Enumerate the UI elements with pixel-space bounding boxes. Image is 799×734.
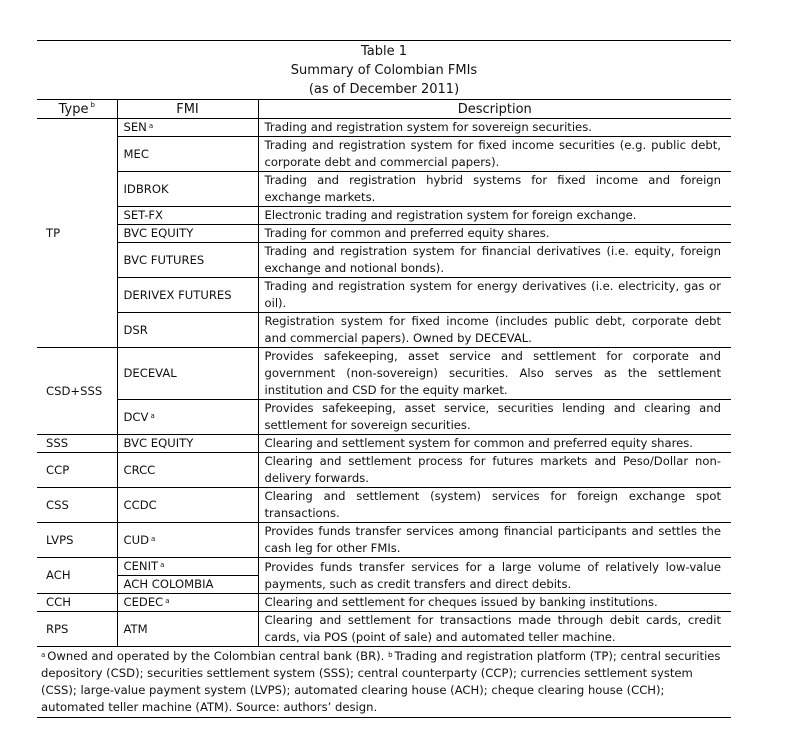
fmi-cell: [117, 278, 258, 313]
footnote-marker-a: a: [150, 411, 155, 420]
footnote-marker-a: a: [41, 651, 46, 659]
footnote-a-text: Owned and operated by the Colombian central bank (BR).: [47, 649, 385, 663]
description-cell: Registration system for fixed income (includes public debt, corporate debt and commercial papers). Owned by DECEVAL.: [258, 313, 731, 348]
type-cell: CCP: [37, 453, 117, 488]
table-row: [37, 400, 731, 435]
fmi-table: [37, 99, 731, 647]
fmi-cell: [117, 523, 258, 558]
description-cell: Clearing and settlement system for common and preferred equity shares.: [258, 435, 731, 453]
fmi-name: BVC EQUITY: [123, 436, 194, 450]
table-row: [37, 348, 731, 400]
fmi-name: CUD: [123, 532, 150, 547]
description-cell: Clearing and settlement for transactions made through debit cards, credit cards, via POS (point of sale) and automated teller machine.: [258, 612, 731, 647]
fmi-cell: [117, 313, 258, 348]
description-cell: Provides safekeeping, asset service and settlement for corporate and government (non-sovereign) securities. Also serves as the settlement institution and CSD for the equity market.: [258, 348, 731, 400]
table-row: [37, 558, 731, 576]
description-cell: Trading and registration system for fixed income securities (e.g. public debt, corporate debt and commercial papers).: [258, 137, 731, 172]
table-row: [37, 278, 731, 313]
fmi-summary-table-document: [37, 40, 731, 718]
type-cell: CCH: [37, 594, 117, 612]
fmi-cell: [117, 207, 258, 225]
table-row: [37, 435, 731, 453]
fmi-name: DSR: [123, 322, 148, 337]
table-row: [37, 523, 731, 558]
footnote-marker-a: a: [165, 597, 170, 605]
fmi-name: DECEVAL: [123, 366, 177, 380]
fmi-name: CENIT: [123, 559, 159, 573]
fmi-name: CCDC: [123, 497, 157, 512]
fmi-cell: [117, 225, 258, 243]
footnote-marker-b: b: [90, 100, 95, 109]
table-row: [37, 488, 731, 523]
fmi-name: BVC EQUITY: [123, 226, 194, 240]
footnote-b-text: Trading and registration platform (TP); central securities depository (CSD); securities settlement system (SSS); central counterparty (CCP); currencies settlement system (CSS); large-value payment system (LVPS); automated clearing house (ACH); cheque clearing house (CCH); automated teller machine (ATM). Source: authors’ design.: [41, 649, 721, 714]
fmi-cell: [117, 435, 258, 453]
fmi-cell: [117, 558, 258, 576]
table-row: [37, 137, 731, 172]
fmi-name: ATM: [123, 621, 148, 636]
fmi-cell: [117, 348, 258, 400]
type-cell: SSS: [37, 435, 117, 453]
fmi-name: SEN: [123, 120, 147, 134]
description-cell: Trading and registration hybrid systems for fixed income and foreign exchange markets.: [258, 172, 731, 207]
header-row: [37, 100, 731, 119]
fmi-cell: [117, 488, 258, 523]
type-cell: CSD+SSS: [37, 348, 117, 435]
description-cell: Clearing and settlement (system) services for foreign exchange spot transactions.: [258, 488, 731, 523]
fmi-cell: [117, 453, 258, 488]
header-description: Description: [258, 100, 731, 119]
footnote-marker-a: a: [148, 122, 154, 130]
fmi-name: IDBROK: [123, 181, 169, 196]
header-type-label: Type: [58, 101, 89, 117]
description-cell: Trading for common and preferred equity shares.: [258, 225, 731, 243]
table-number: Table 1: [360, 44, 408, 59]
description-cell: Provides safekeeping, asset service, securities lending and clearing and settlement for sovereign securities.: [258, 400, 731, 435]
type-cell: CSS: [37, 488, 117, 523]
fmi-name: DCV: [123, 409, 149, 424]
description-cell: Trading and registration system for financial derivatives (i.e. equity, foreign exchange and notional bonds).: [258, 243, 731, 278]
table-row: [37, 453, 731, 488]
table-row: [37, 172, 731, 207]
table-row: [37, 313, 731, 348]
fmi-name: ACH COLOMBIA: [123, 577, 214, 591]
type-cell: LVPS: [37, 523, 117, 558]
fmi-name: MEC: [123, 146, 149, 161]
type-cell: RPS: [37, 612, 117, 647]
description-cell: Clearing and settlement process for futures markets and Peso/Dollar non-delivery forwards.: [258, 453, 731, 488]
fmi-name: SET-FX: [123, 208, 163, 222]
fmi-name: DERIVEX FUTURES: [123, 287, 232, 302]
type-cell: ACH: [37, 558, 117, 594]
fmi-cell: [117, 594, 258, 612]
description-cell: Electronic trading and registration system for foreign exchange.: [258, 207, 731, 225]
description-cell: Trading and registration system for energy derivatives (i.e. electricity, gas or oil).: [258, 278, 731, 313]
footnote-marker-a: a: [160, 561, 165, 569]
table-caption: [37, 41, 731, 99]
table-row: [37, 243, 731, 278]
fmi-cell: [117, 119, 258, 137]
fmi-cell: [117, 243, 258, 278]
fmi-name: CEDEC: [123, 595, 164, 609]
fmi-cell: [117, 576, 258, 594]
table-row: [37, 612, 731, 647]
description-cell: Clearing and settlement for cheques issued by banking institutions.: [258, 594, 731, 612]
table-title: Summary of Colombian FMIs: [290, 63, 478, 78]
fmi-cell: [117, 612, 258, 647]
fmi-name: CRCC: [123, 462, 156, 477]
header-fmi: FMI: [117, 100, 258, 119]
table-row: [37, 207, 731, 225]
fmi-name: BVC FUTURES: [123, 252, 205, 267]
type-cell: TP: [37, 119, 117, 348]
table-row: [37, 225, 731, 243]
description-cell: Provides funds transfer services among financial participants and settles the cash leg for other FMIs.: [258, 523, 731, 558]
table-body: [37, 119, 731, 647]
fmi-cell: [117, 172, 258, 207]
header-type: [37, 100, 117, 119]
description-cell: Provides funds transfer services for a large volume of relatively low-value payments, such as credit transfers and direct debits.: [258, 558, 731, 594]
table-row: [37, 119, 731, 137]
table-footnotes: [37, 647, 731, 718]
description-cell: Trading and registration system for sovereign securities.: [258, 119, 731, 137]
table-row: [37, 594, 731, 612]
footnote-marker-b: b: [388, 651, 393, 659]
fmi-cell: [117, 137, 258, 172]
table-date: (as of December 2011): [308, 82, 460, 97]
fmi-cell: [117, 400, 258, 435]
footnote-marker-a: a: [151, 534, 156, 543]
